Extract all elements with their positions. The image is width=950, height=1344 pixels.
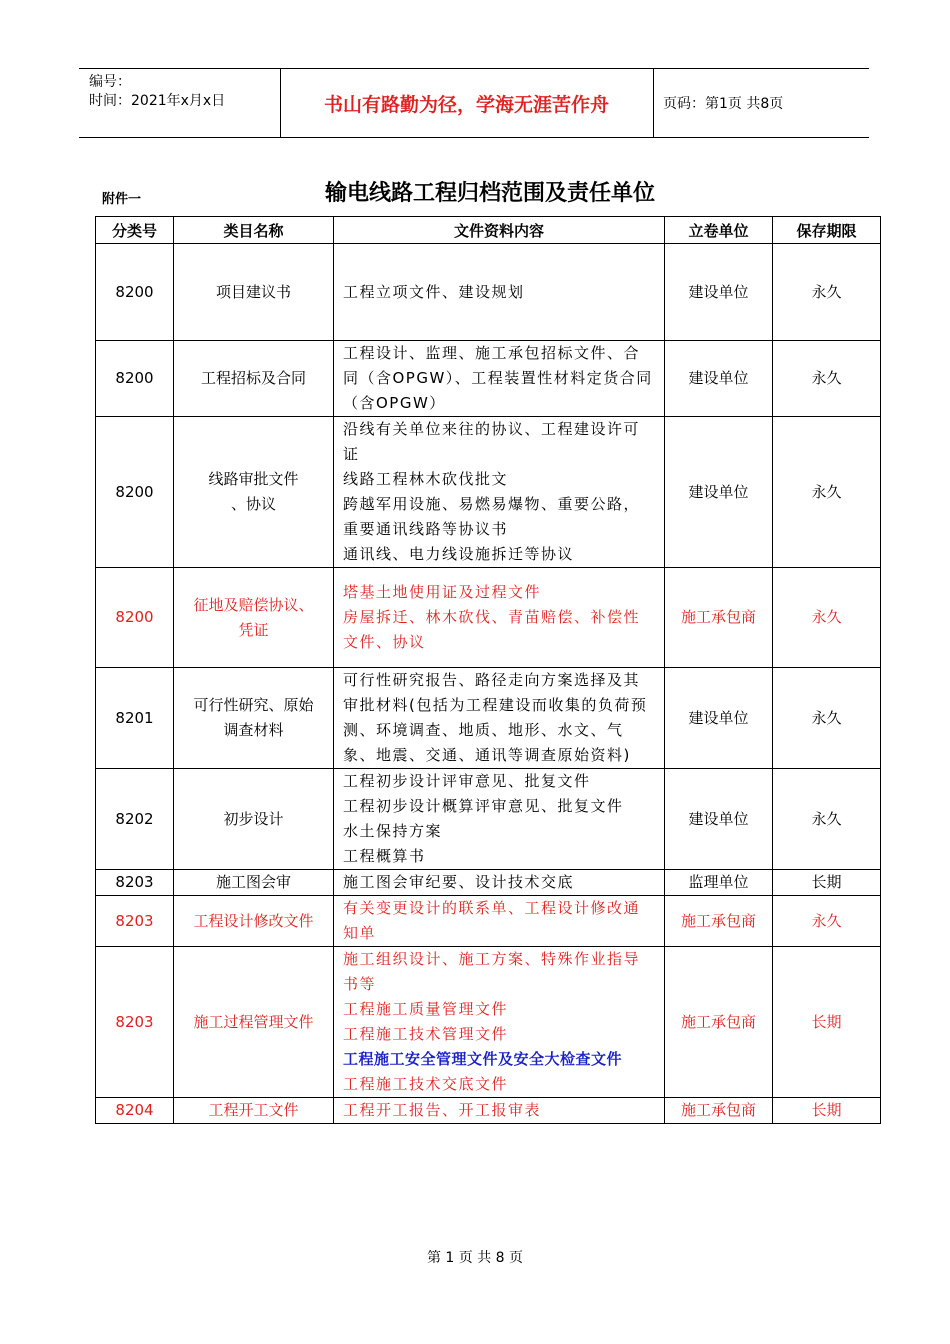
cell-period: 永久 bbox=[773, 417, 881, 568]
content-line: 房屋拆迁、林木砍伐、青苗赔偿、补偿性文件、协议 bbox=[343, 608, 641, 651]
header-period: 保存期限 bbox=[773, 217, 881, 244]
cell-unit: 建设单位 bbox=[665, 244, 773, 341]
cell-unit: 施工承包商 bbox=[665, 1098, 773, 1124]
category-line: 工程设计修改文件 bbox=[193, 911, 314, 930]
cell-period: 永久 bbox=[773, 244, 881, 341]
cell-content bbox=[334, 769, 665, 870]
table-row bbox=[96, 947, 881, 1098]
table-header-row bbox=[96, 217, 881, 244]
cell-content bbox=[334, 947, 665, 1098]
cell-unit: 建设单位 bbox=[665, 417, 773, 568]
content-line: 工程初步设计概算评审意见、批复文件 bbox=[343, 797, 624, 815]
cell-unit: 施工承包商 bbox=[665, 568, 773, 668]
cell-content bbox=[334, 668, 665, 769]
category-line: 线路审批文件 bbox=[208, 470, 299, 488]
cell-content bbox=[334, 417, 665, 568]
cell-category bbox=[174, 244, 334, 341]
cell-period: 永久 bbox=[773, 568, 881, 668]
table-row bbox=[96, 417, 881, 568]
header-unit: 立卷单位 bbox=[665, 217, 773, 244]
cell-code: 8203 bbox=[96, 947, 174, 1098]
cell-code: 8200 bbox=[96, 568, 174, 668]
cell-unit: 建设单位 bbox=[665, 769, 773, 870]
category-line: 凭证 bbox=[238, 620, 269, 639]
content-line: 工程开工报告、开工报审表 bbox=[343, 1101, 542, 1119]
cell-content bbox=[334, 568, 665, 668]
content-line: 工程初步设计评审意见、批复文件 bbox=[343, 772, 591, 790]
category-line: 施工过程管理文件 bbox=[193, 1012, 314, 1031]
category-line: 工程开工文件 bbox=[208, 1101, 299, 1119]
table-row bbox=[96, 244, 881, 341]
document-title: 输电线路工程归档范围及责任单位 bbox=[324, 181, 655, 206]
content-line: 工程立项文件、建设规划 bbox=[343, 282, 525, 301]
content-line: 工程设计、监理、施工承包招标文件、合同（含OPGW）、工程装置性材料定货合同（含OPGW） bbox=[343, 344, 653, 412]
cell-code: 8200 bbox=[96, 341, 174, 417]
cell-code: 8201 bbox=[96, 668, 174, 769]
content-line: 有关变更设计的联系单、工程设计修改通知单 bbox=[343, 899, 641, 942]
content-line: 可行性研究报告、路径走向方案选择及其审批材料(包括为工程建设而收集的负荷预测、环境调查、地质、地形、水文、气象、地震、交通、通讯等调查原始资料) bbox=[343, 671, 648, 764]
header-code: 分类号 bbox=[96, 217, 174, 244]
page-indicator: 页码：第1页 共8页 bbox=[663, 96, 784, 112]
cell-unit: 建设单位 bbox=[665, 341, 773, 417]
content-line: 工程施工质量管理文件 bbox=[343, 1000, 509, 1018]
cell-period: 长期 bbox=[773, 947, 881, 1098]
cell-period: 长期 bbox=[773, 870, 881, 896]
category-line: 调查材料 bbox=[223, 721, 284, 739]
cell-category bbox=[174, 568, 334, 668]
table-row bbox=[96, 896, 881, 947]
category-line: 征地及赔偿协议、 bbox=[193, 595, 314, 614]
content-line: 塔基土地使用证及过程文件 bbox=[343, 583, 542, 601]
table-row bbox=[96, 1098, 881, 1124]
content-line: 线路工程林木砍伐批文 bbox=[343, 470, 509, 488]
cell-category bbox=[174, 769, 334, 870]
cell-unit: 监理单位 bbox=[665, 870, 773, 896]
table-row bbox=[96, 769, 881, 870]
content-line: 工程概算书 bbox=[343, 847, 426, 865]
cell-category bbox=[174, 668, 334, 769]
content-line: 施工图会审纪要、设计技术交底 bbox=[343, 873, 575, 891]
cell-unit: 建设单位 bbox=[665, 668, 773, 769]
cell-content bbox=[334, 870, 665, 896]
content-line: 工程施工安全管理文件及安全大检查文件 bbox=[343, 1050, 623, 1068]
header-meta bbox=[89, 73, 225, 111]
table-row bbox=[96, 870, 881, 896]
cell-content bbox=[334, 341, 665, 417]
cell-category bbox=[174, 341, 334, 417]
header-content: 文件资料内容 bbox=[334, 217, 665, 244]
category-line: 施工图会审 bbox=[215, 873, 291, 891]
cell-code: 8200 bbox=[96, 417, 174, 568]
cell-code: 8203 bbox=[96, 870, 174, 896]
content-line: 施工组织设计、施工方案、特殊作业指导书等 bbox=[343, 950, 641, 993]
category-line: 项目建议书 bbox=[215, 282, 291, 301]
cell-content bbox=[334, 1098, 665, 1124]
cell-unit: 施工承包商 bbox=[665, 947, 773, 1098]
archive-table bbox=[95, 216, 881, 1124]
annex-label: 附件一 bbox=[102, 192, 142, 207]
time-label: 时间：2021年x月x日 bbox=[89, 93, 226, 109]
page-header bbox=[79, 68, 869, 138]
cell-period: 长期 bbox=[773, 1098, 881, 1124]
category-line: 工程招标及合同 bbox=[200, 369, 306, 387]
cell-category bbox=[174, 896, 334, 947]
cell-unit: 施工承包商 bbox=[665, 896, 773, 947]
cell-category bbox=[174, 417, 334, 568]
content-line: 工程施工技术交底文件 bbox=[343, 1075, 509, 1093]
cell-category bbox=[174, 1098, 334, 1124]
header-motto: 书山有路勤为径，学海无涯苦作舟 bbox=[323, 94, 609, 116]
cell-content bbox=[334, 896, 665, 947]
number-label: 编号： bbox=[89, 74, 131, 90]
cell-category bbox=[174, 870, 334, 896]
cell-period: 永久 bbox=[773, 341, 881, 417]
cell-code: 8204 bbox=[96, 1098, 174, 1124]
cell-period: 永久 bbox=[773, 769, 881, 870]
category-line: 初步设计 bbox=[223, 809, 284, 828]
header-category: 类目名称 bbox=[174, 217, 334, 244]
cell-period: 永久 bbox=[773, 896, 881, 947]
category-line: 可行性研究、原始 bbox=[193, 696, 314, 714]
cell-code: 8200 bbox=[96, 244, 174, 341]
content-line: 工程施工技术管理文件 bbox=[343, 1025, 509, 1043]
cell-code: 8203 bbox=[96, 896, 174, 947]
page-footer: 第 1 页 共 8 页 bbox=[426, 1250, 524, 1266]
content-line: 跨越军用设施、易燃易爆物、重要公路，重要通讯线路等协议书 bbox=[343, 495, 641, 538]
cell-code: 8202 bbox=[96, 769, 174, 870]
content-line: 水土保持方案 bbox=[343, 822, 443, 840]
category-line: 、协议 bbox=[230, 495, 276, 513]
header-divider bbox=[653, 69, 654, 137]
content-line: 沿线有关单位来往的协议、工程建设许可证 bbox=[343, 420, 641, 463]
table-row bbox=[96, 668, 881, 769]
cell-category bbox=[174, 947, 334, 1098]
table-row bbox=[96, 341, 881, 417]
cell-period: 永久 bbox=[773, 668, 881, 769]
table-row bbox=[96, 568, 881, 668]
cell-content bbox=[334, 244, 665, 341]
content-line: 通讯线、电力线设施拆迁等协议 bbox=[343, 545, 575, 563]
